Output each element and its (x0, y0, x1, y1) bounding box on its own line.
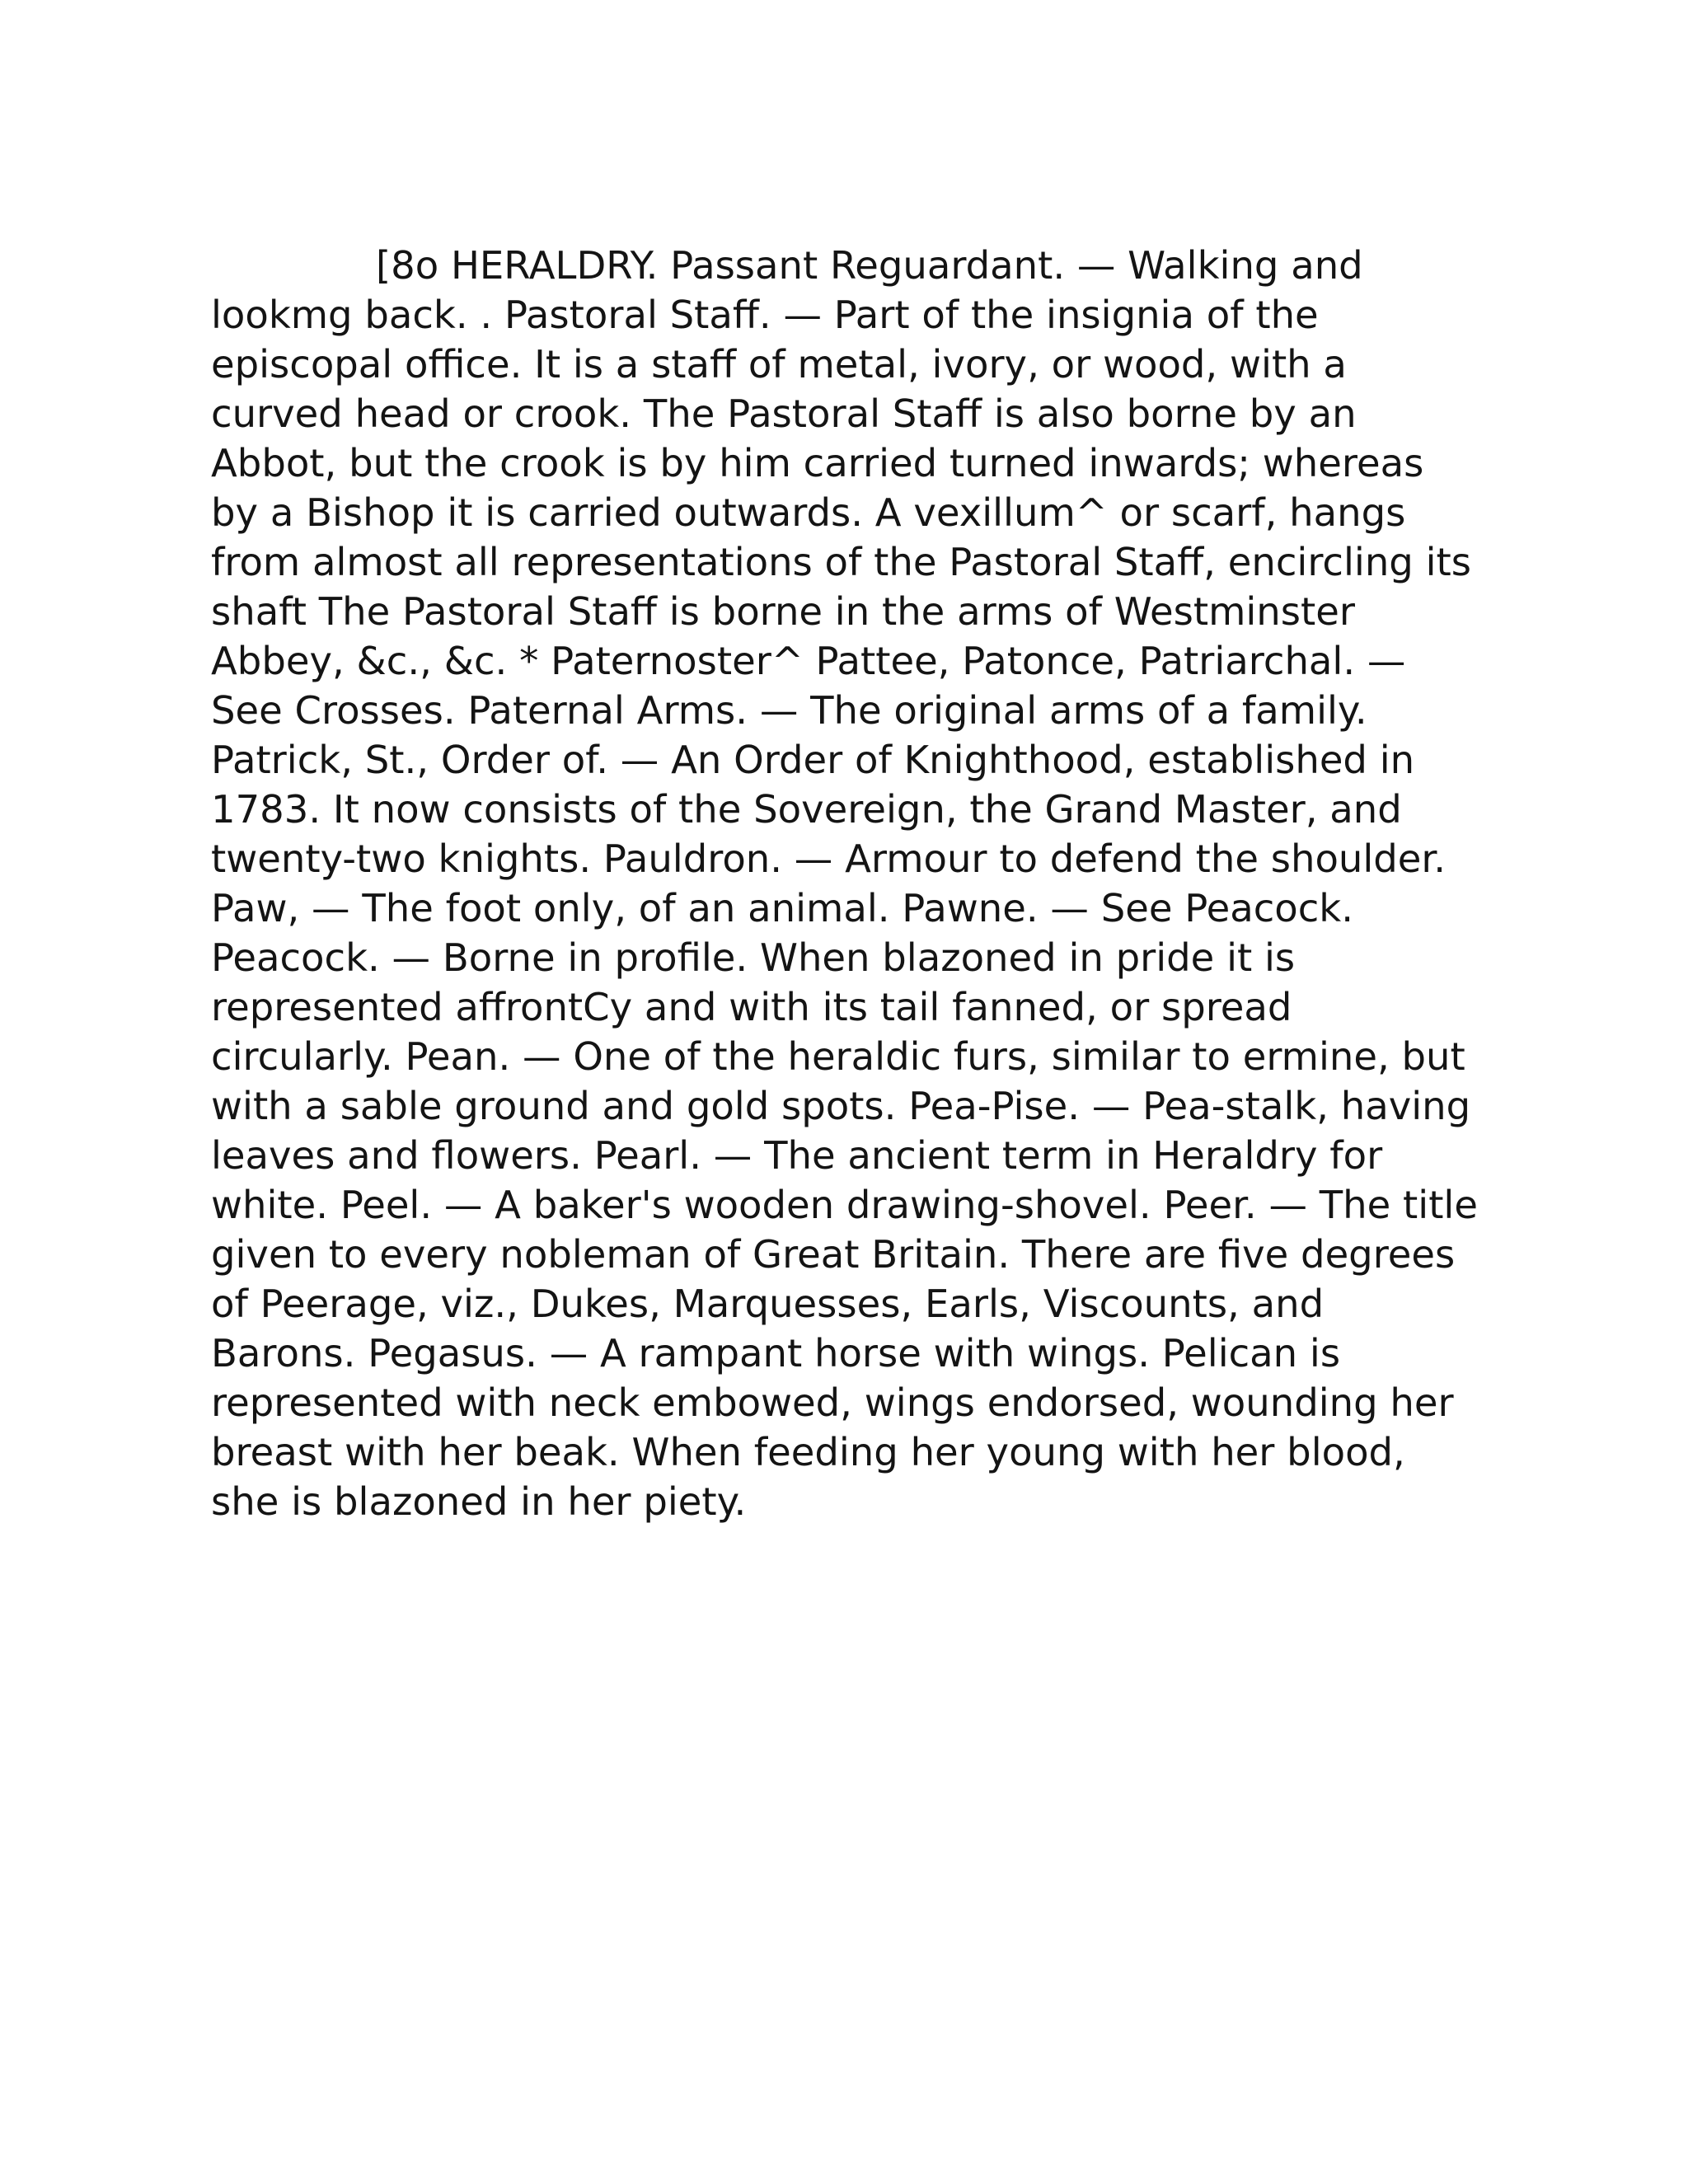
body-text: [8o HERALDRY. Passant Reguardant. — Walking and lookmg back. . Pastoral Staff. — Part of the insignia of the episcopal office. It is a staff of metal, ivory, or wood, with a curved head or crook. The Pastoral Staff is also borne by an Abbot, but the crook is by him carried turned inwards; whereas by a Bishop it is carried outwards. A vexillum^ or scarf, hangs from almost all representations of the Pastoral Staff, encircling its shaft The Pastoral Staff is borne in the arms of Westminster Abbey, &c., &c. * Paternoster^ Pattee, Patonce, Patriarchal. — See Crosses. Paternal Arms. — The original arms of a family. Patrick, St., Order of. — An Order of Knighthood, established in 1783. It now consists of the Sovereign, the Grand Master, and twenty-two knights. Pauldron. — Armour to defend the shoulder. Paw, — The foot only, of an animal. Pawne. — See Peacock. Peacock. — Borne in profile. When blazoned in pride it is represented affrontCy and with its tail fanned, or spread circularly. Pean. — One of the heraldic furs, similar to ermine, but with a sable ground and gold spots. Pea-Pise. — Pea-stalk, having leaves and flowers. Pearl. — The ancient term in Heraldry for white. Peel. — A baker's wooden drawing-shovel. Peer. — The title given to every nobleman of Great Britain. There are five degrees of Peerage, viz., Dukes, Marquesses, Earls, Viscounts, and Barons. Pegasus. — A rampant horse with wings. Pelican is represented with neck embowed, wings endorsed, wounding her breast with her beak. When feeding her young with her blood, she is blazoned in her piety. (211, 243, 1478, 1524)
